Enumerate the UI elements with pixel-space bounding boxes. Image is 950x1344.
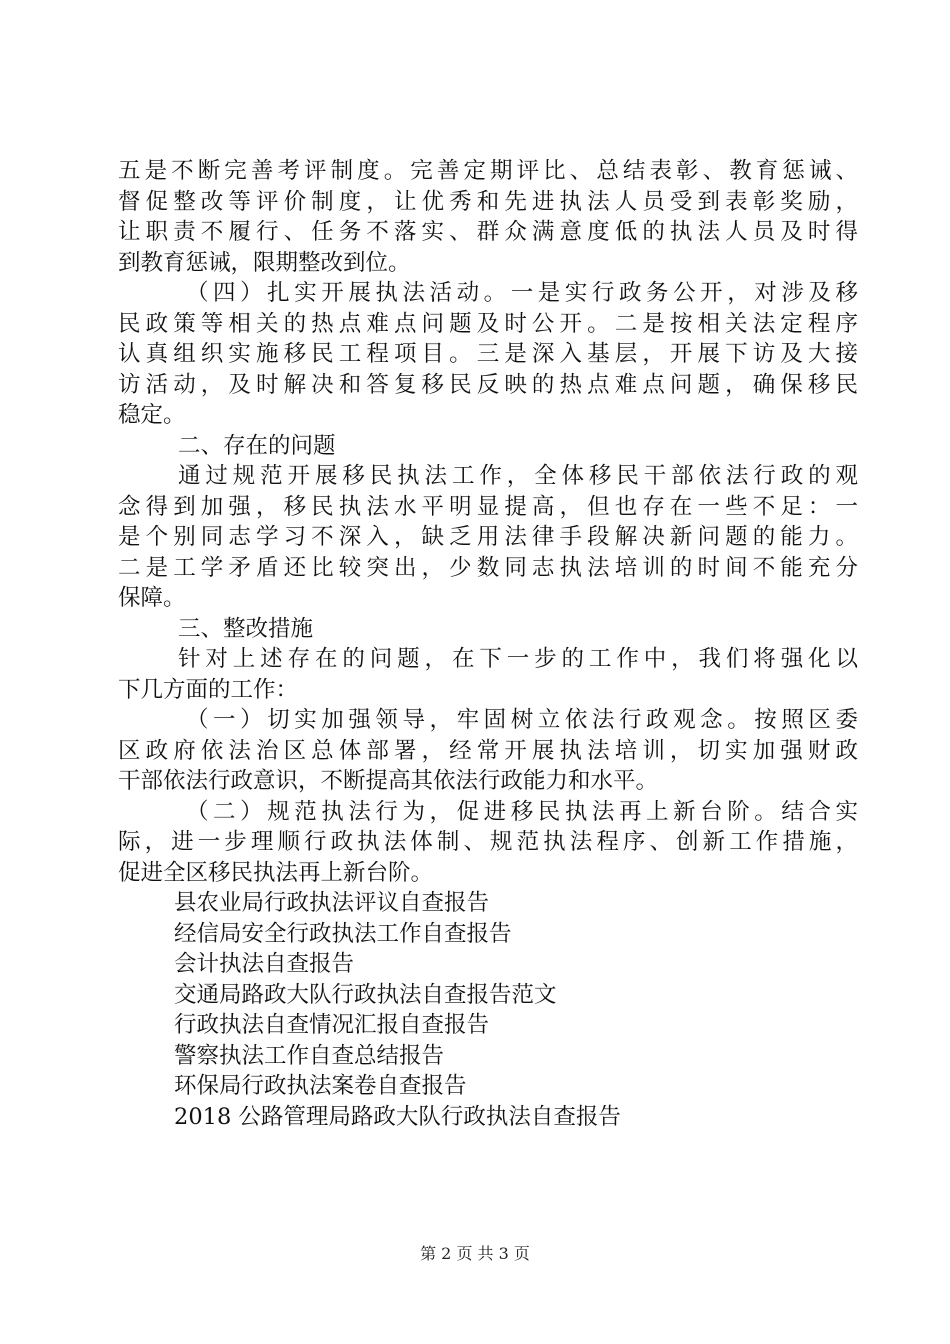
text-line: 访活动，及时解决和答复移民反映的热点难点问题，确保移民: [118, 371, 858, 398]
text-line: （二）规范执法行为，促进移民执法再上新台阶。结合实: [186, 798, 858, 825]
text-line: 际，进一步理顺行政执法体制、规范执法程序、创新工作措施，: [118, 829, 858, 855]
text-line: 五是不断完善考评制度。完善定期评比、总结表彰、教育惩诫、: [118, 158, 858, 184]
text-line: 区政府依法治区总体部署，经常开展执法培训，切实加强财政: [118, 737, 858, 764]
text-line: 让职责不履行、任务不落实、群众满意度低的执法人员及时得: [118, 219, 858, 245]
text-line: （四）扎实开展执法活动。一是实行政务公开，对涉及移: [186, 280, 858, 306]
section-heading: 二、存在的问题: [178, 432, 336, 459]
text-line: 念得到加强，移民执法水平明显提高，但也存在一些不足：一: [118, 493, 858, 520]
text-line: 是个别同志学习不深入，缺乏用法律手段解决新问题的能力。: [118, 524, 858, 550]
related-report-item: 环保局行政执法案卷自查报告: [174, 1073, 467, 1099]
text-line: 二是工学矛盾还比较突出，少数同志执法培训的时间不能充分: [118, 554, 858, 581]
related-report-item: 交通局路政大队行政执法自查报告范文: [174, 981, 557, 1008]
text-line: 通过规范开展移民执法工作，全体移民干部依法行政的观: [178, 463, 858, 489]
text-line: 干部依法行政意识，不断提高其依法行政能力和水平。: [118, 768, 659, 794]
page-number-footer: 第 2 页 共 3 页: [420, 1244, 530, 1263]
text-line: 保障。: [118, 585, 186, 611]
section-heading: 三、整改措施: [178, 615, 314, 642]
related-report-item: 县农业局行政执法评议自查报告: [174, 890, 490, 916]
document-body: [118, 156, 858, 1132]
related-report-item: 行政执法自查情况汇报自查报告: [174, 1012, 490, 1038]
related-report-item: 会计执法自查报告: [174, 951, 355, 977]
text-line: 下几方面的工作：: [118, 676, 299, 703]
related-report-item: 2018 公路管理局路政大队行政执法自查报告: [174, 1103, 621, 1130]
text-line: 认真组织实施移民工程项目。三是深入基层，开展下访及大接: [118, 341, 858, 367]
text-line: （一）切实加强领导，牢固树立依法行政观念。按照区委: [186, 707, 858, 733]
text-line: 到教育惩诫，限期整改到位。: [118, 249, 411, 276]
text-line: 督促整改等评价制度，让优秀和先进执法人员受到表彰奖励，: [118, 188, 858, 215]
related-report-item: 经信局安全行政执法工作自查报告: [174, 920, 512, 947]
text-line: 民政策等相关的热点难点问题及时公开。二是按相关法定程序: [118, 310, 858, 337]
related-report-item: 警察执法工作自查总结报告: [174, 1042, 445, 1069]
text-line: 针对上述存在的问题，在下一步的工作中，我们将强化以: [178, 646, 858, 672]
text-line: 促进全区移民执法再上新台阶。: [118, 859, 434, 886]
text-line: 稳定。: [118, 402, 186, 428]
